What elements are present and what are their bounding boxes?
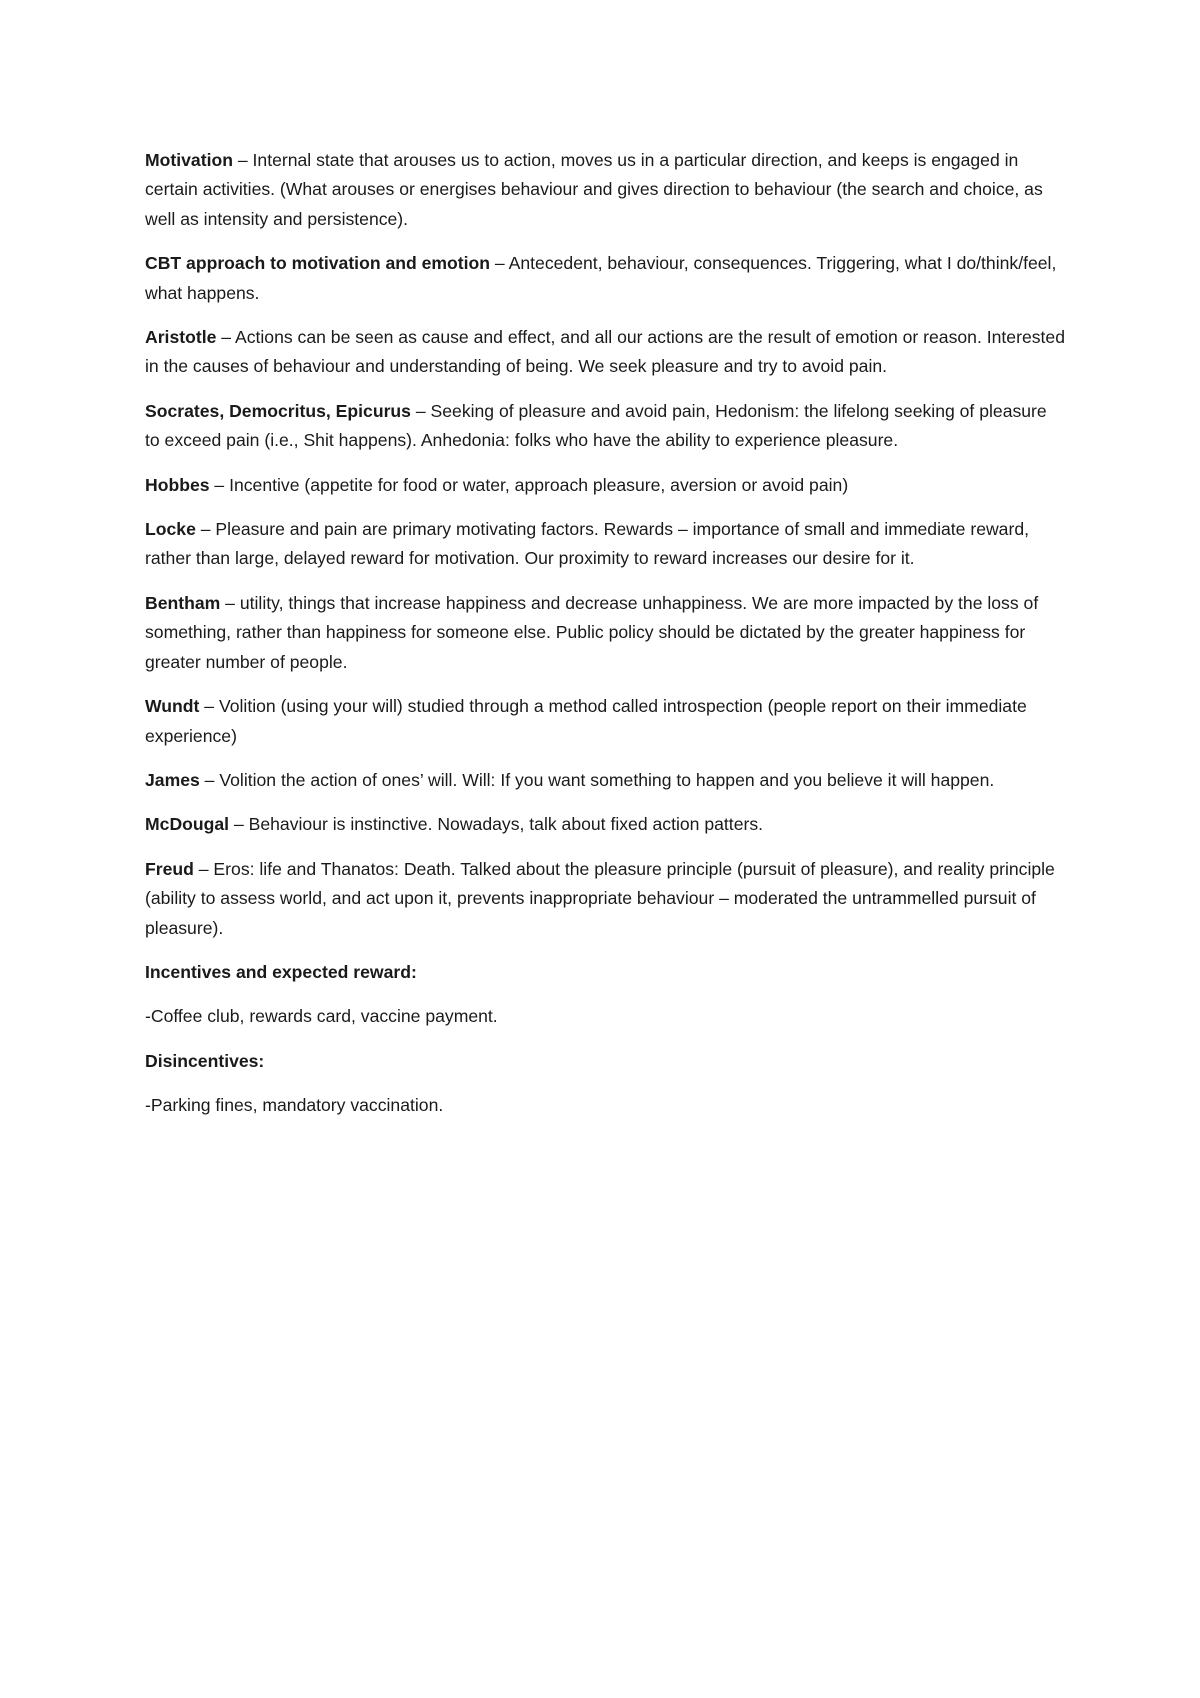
paragraph-aristotle <box>145 323 1065 382</box>
paragraph-bentham <box>145 589 1065 677</box>
list-item-disincentives <box>145 1091 1065 1120</box>
paragraph-wundt <box>145 692 1065 751</box>
definition-locke: – Pleasure and pain are primary motivating factors. Rewards – importance of small and immediate reward, rather than large, delayed reward for motivation. Our proximity to reward increases our desire for it. <box>145 519 1030 569</box>
disincentives-heading-text: Disincentives: <box>145 1050 265 1071</box>
disincentives-item-text: -Parking fines, mandatory vaccination. <box>145 1095 444 1116</box>
term-aristotle: Aristotle <box>145 327 217 348</box>
definition-socrates: – Seeking of pleasure and avoid pain, Hedonism: the lifelong seeking of pleasure to exceed pain (i.e., Shit happens). Anhedonia: folks who have the ability to experience pleasure. <box>145 400 1047 451</box>
paragraph-hobbes <box>145 471 1065 500</box>
incentives-heading-text: Incentives and expected reward: <box>145 961 417 982</box>
term-bentham: Bentham <box>145 592 221 613</box>
paragraph-james <box>145 766 1065 795</box>
definition-wundt: – Volition (using your will) studied through a method called introspection (people report on their immediate experience) <box>145 696 1027 746</box>
term-freud: Freud <box>145 858 194 879</box>
document-page <box>145 146 1065 1136</box>
term-cbt: CBT approach to motivation and emotion <box>145 253 491 274</box>
paragraph-freud <box>145 855 1065 943</box>
definition-aristotle: – Actions can be seen as cause and effect, and all our actions are the result of emotion or reason. Interested in the causes of behaviour and understanding of being. We seek pleasure and try to avoid pain. <box>145 327 1065 377</box>
paragraph-socrates <box>145 397 1065 456</box>
term-motivation: Motivation <box>145 150 233 170</box>
term-james: James <box>145 769 200 790</box>
definition-bentham: – utility, things that increase happiness and decrease unhappiness. We are more impacted by the loss of something, rather than happiness for someone else. Public policy should be dictated by the greater happiness for greater number of people. <box>145 592 1039 672</box>
definition-freud: – Eros: life and Thanatos: Death. Talked about the pleasure principle (pursuit of pleasure), and reality principle (ability to assess world, and act upon it, prevents inappropriate behaviour – moderated the untrammelled pursuit of pleasure). <box>145 858 1055 938</box>
list-item-incentives <box>145 1002 1065 1031</box>
definition-mcdougal: – Behaviour is instinctive. Nowadays, talk about fixed action patters. <box>229 814 764 835</box>
incentives-item-text: -Coffee club, rewards card, vaccine payment. <box>145 1006 498 1027</box>
term-mcdougal: McDougal <box>145 814 230 835</box>
term-wundt: Wundt <box>145 696 200 717</box>
term-hobbes: Hobbes <box>145 474 210 495</box>
paragraph-motivation <box>145 146 1065 234</box>
definition-cbt: – Antecedent, behaviour, consequences. Triggering, what I do/think/feel, what happens. <box>145 253 1057 303</box>
heading-incentives <box>145 958 1065 987</box>
heading-disincentives <box>145 1047 1065 1076</box>
definition-james: – Volition the action of ones’ will. Will: If you want something to happen and you believe it will happen. <box>199 769 995 790</box>
term-locke: Locke <box>145 519 196 540</box>
paragraph-mcdougal <box>145 810 1065 839</box>
term-socrates: Socrates, Democritus, Epicurus <box>145 400 411 421</box>
paragraph-locke <box>145 515 1065 574</box>
paragraph-cbt <box>145 249 1065 308</box>
definition-hobbes: – Incentive (appetite for food or water, approach pleasure, aversion or avoid pain) <box>209 474 849 495</box>
definition-motivation: – Internal state that arouses us to action, moves us in a particular direction, and keeps is engaged in certain activities. (What arouses or energises behaviour and gives direction to behaviour (the search and choice, as well as intensity and persistence). <box>145 150 1043 229</box>
